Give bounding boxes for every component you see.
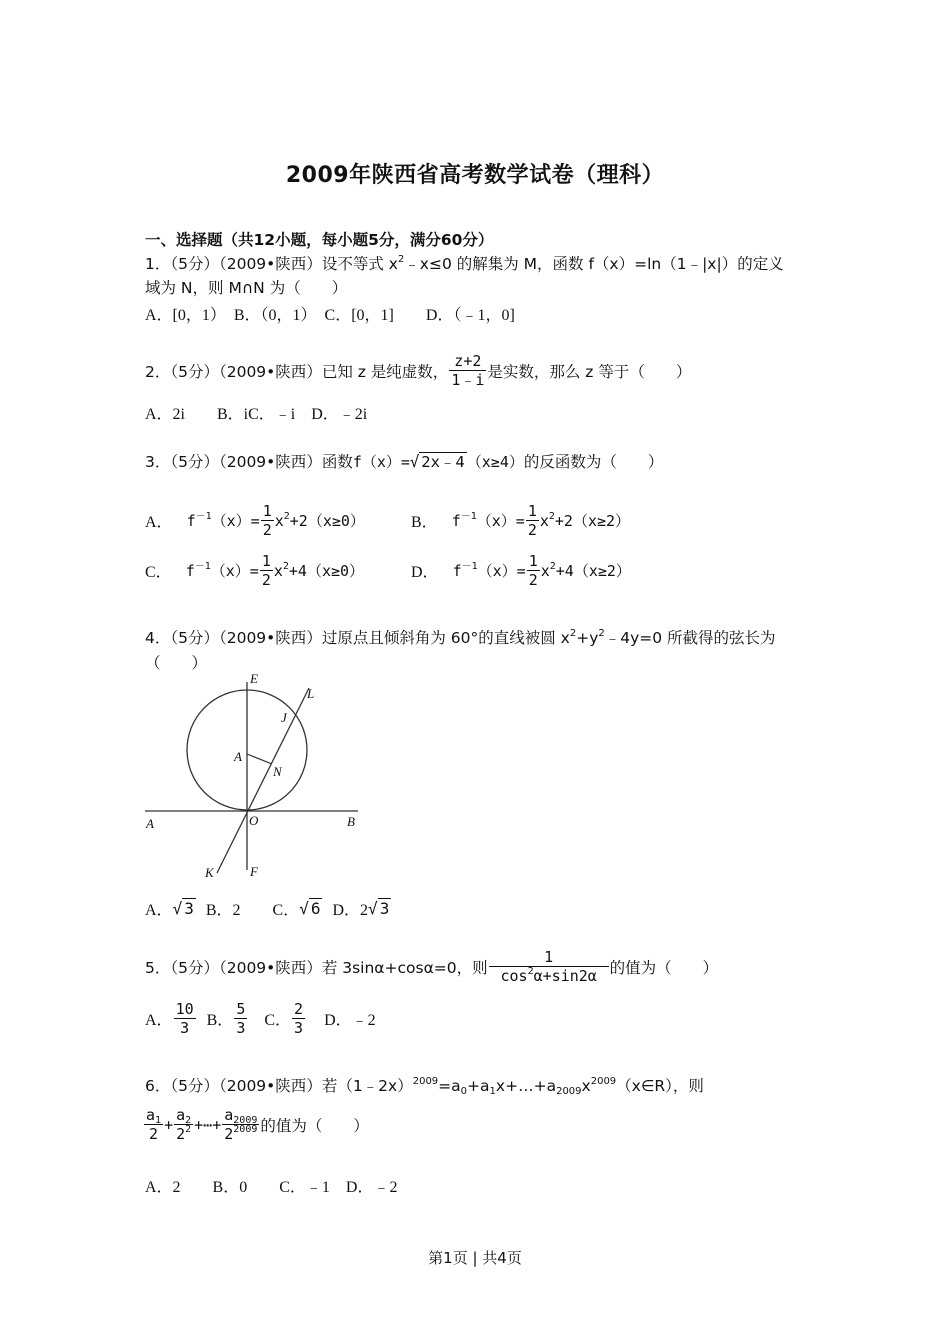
q1-line1: 1．（5分）（2009•陕西）设不等式 $x^2﹣x\le 0$ 的解集为 M，函数 f（x）=ln（1﹣|x|）的定义 xyxy=(145,254,784,273)
sqrt-symbol: √ 3 xyxy=(172,899,194,918)
label-f: F xyxy=(250,864,258,879)
segment-an xyxy=(247,754,272,764)
q3-option-c: C． $f^{-1}(x)=$ $\frac{1}{2}$ $x^2+4(x\ge 0)$ xyxy=(145,552,365,589)
q2-fraction: $\frac{z+2}{1﹣i}$ xyxy=(451,352,485,389)
label-b: B xyxy=(347,814,355,829)
q4-line2: （ ） xyxy=(145,654,208,672)
label-k: K xyxy=(205,865,214,880)
page-footer: 第1页 | 共4页 xyxy=(428,1249,522,1267)
q3-stem: 3．（5分）（2009•陕西）函数 f（x）= √ 2x﹣4 （x≥4） 的反函数为（ ） xyxy=(145,450,663,472)
q6-line1: 6．（5分）（2009•陕西）若$(1﹣2x)^{2009}=a_0+a_1x+\dots+a_{2009}x^{2009}(x\in R)$，则 xyxy=(145,1076,704,1097)
q4-circle-figure xyxy=(140,670,370,882)
sqrt-symbol: √ 2x﹣4 xyxy=(409,453,465,471)
q5-options: A． $\frac{10}{3}$ B． $\frac{5}{3}$ C． $\frac{2}{3}$ D．﹣2 xyxy=(145,1000,376,1037)
q2-stem: 2．（5分）（2009•陕西）已知 z 是纯虚数， $\frac{z+2}{1﹣i}$ 是实数，那么 z 等于（ ） xyxy=(145,352,692,389)
label-j: J xyxy=(281,710,287,725)
sqrt-symbol: √ 3 xyxy=(368,899,390,918)
label-a-left: A xyxy=(146,816,154,831)
q3-option-d: D． $f^{-1}(x)=$ $\frac{1}{2}$ $x^2+4(x\ge 2)$ xyxy=(411,552,631,589)
section-heading: 一、选择题（共12小题，每小题5分，满分60分） xyxy=(145,231,494,249)
q4-line1: 4．（5分）（2009•陕西）过原点且倾斜角为 60°的直线被圆 $x^2+y^2﹣4y=0$ 所截得的弦长为 xyxy=(145,628,776,647)
line-kl xyxy=(217,688,309,873)
label-l: L xyxy=(307,686,315,701)
q4-options: A． √ 3 B．2 C． √ 6 D．2 √ 3 xyxy=(145,899,390,919)
q5-fraction: $\frac{1}{\cos^2\alpha+\sin 2\alpha}$ xyxy=(489,948,609,985)
q1-line2: 域为 N，则 M∩N 为（ ） xyxy=(145,279,348,297)
label-n: N xyxy=(273,764,282,779)
sqrt-symbol: √ 6 xyxy=(299,899,321,918)
q3-option-a: A． $f^{-1}(x)=$ $\frac{1}{2}$ $x^2+2(x\ge 0)$ xyxy=(145,502,365,539)
page-title: 2009年陕西省高考数学试卷（理科） xyxy=(285,163,665,188)
q6-line2: $\frac{a_1}{2}$ + $\frac{a_2}{2^2}$ +⋯+ $\frac{a_{2009}}{2^{2009}}$ 的值为（ ） xyxy=(146,1106,369,1143)
label-o: O xyxy=(249,813,259,828)
q2-options: A．2i B．iC．﹣i D．﹣2i xyxy=(145,406,368,423)
q3-option-b: B． $f^{-1}(x)=$ $\frac{1}{2}$ $x^2+2(x\ge 2)$ xyxy=(411,502,631,539)
q1-options: A．[0，1） B．（0，1） C．[0，1] D．（﹣1，0] xyxy=(145,307,515,324)
q6-options: A．2 B．0 C．﹣1 D．﹣2 xyxy=(145,1179,398,1196)
label-e: E xyxy=(250,671,258,686)
label-a-center: A xyxy=(234,749,242,764)
q5-stem: 5．（5分）（2009•陕西）若 3sinα+cosα=0，则 $\frac{1}{\cos^2\alpha+\sin 2\alpha}$ 的值为（ ） xyxy=(145,948,719,985)
